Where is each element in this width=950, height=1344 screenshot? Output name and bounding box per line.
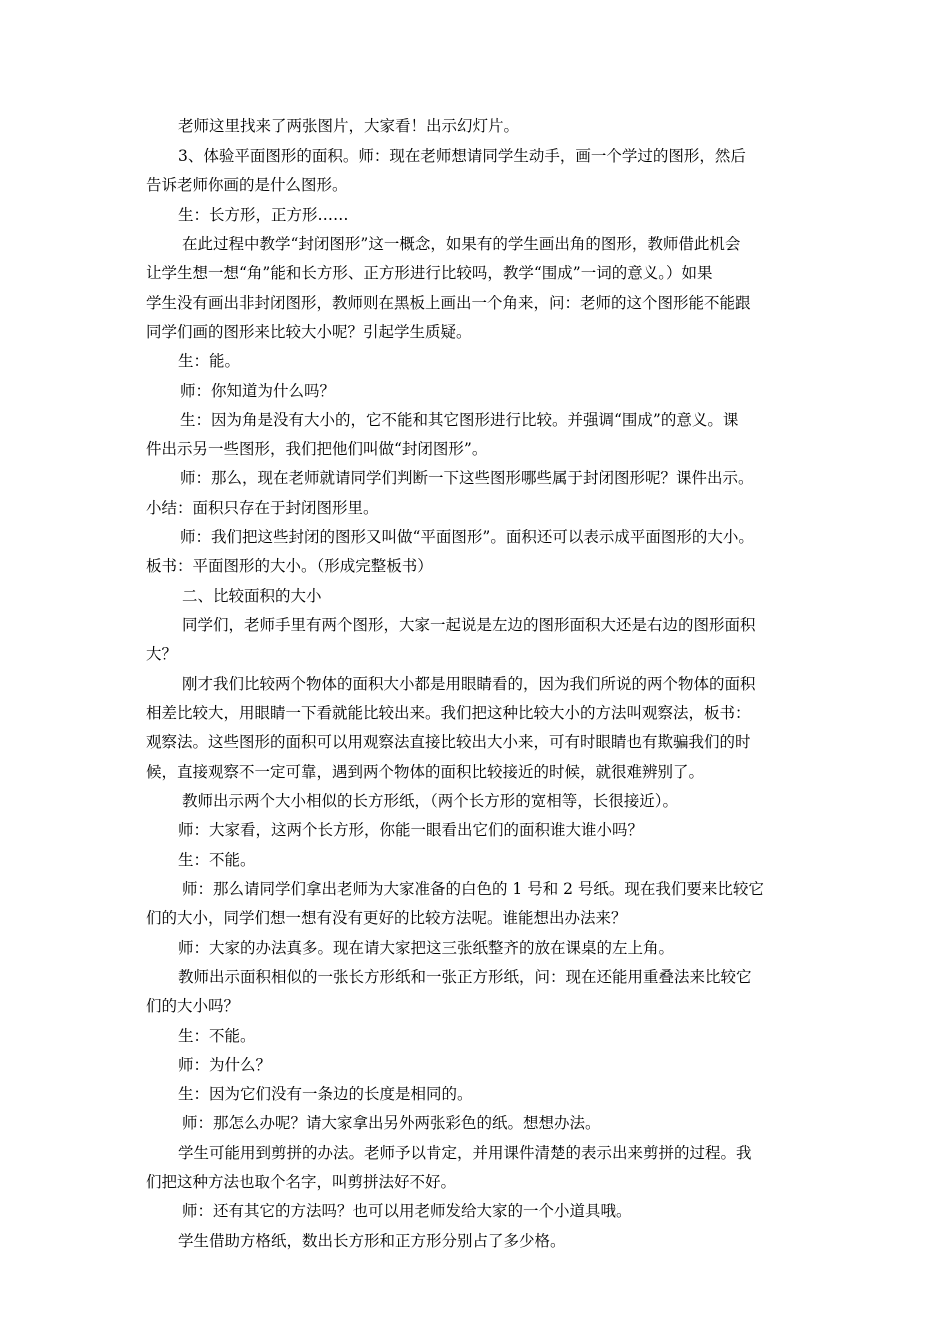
text-line: 们的大小吗？ [146,997,240,1015]
text-line: 学生没有画出非封闭图形，教师则在黑板上画出一个角来，问：老师的这个图形能不能跟 [146,294,751,312]
text-line: 大？ [146,645,178,663]
text-line: 师：那么，现在老师就请同学们判断一下这些图形哪些属于封闭图形呢？课件出示。 [180,469,754,487]
text-line: 学生可能用到剪拼的办法。老师予以肯定，并用课件清楚的表示出来剪拼的过程。我 [178,1144,752,1162]
text-line: 师：那怎么办呢？请大家拿出另外两张彩色的纸。想想办法。 [182,1114,601,1132]
section-heading: 二、比较面积的大小 [182,587,322,605]
text-line: 生：不能。 [178,1027,256,1045]
text-line: 学生借助方格纸，数出长方形和正方形分别占了多少格。 [178,1232,566,1250]
text-line: 师：还有其它的方法吗？也可以用老师发给大家的一个小道具哦。 [182,1202,632,1220]
text-line: 生：因为它们没有一条边的长度是相同的。 [178,1085,473,1103]
text-line: 师：为什么？ [178,1056,272,1074]
text-line: 生：长方形，正方形…… [178,206,349,224]
text-line: 3、体验平面图形的面积。师：现在老师想请同学生动手，画一个学过的图形，然后 [178,147,746,165]
text-line: 告诉老师你画的是什么图形。 [146,176,348,194]
text-line: 师：你知道为什么吗？ [180,382,336,400]
text-line: 刚才我们比较两个物体的面积大小都是用眼睛看的，因为我们所说的两个物体的面积 [182,675,756,693]
text-line: 生：因为角是没有大小的，它不能和其它图形进行比较。并强调“围成”的意义。课 [180,411,739,429]
text-line: 生：不能。 [178,851,256,869]
text-line: 相差比较大，用眼睛一下看就能比较出来。我们把这种比较大小的方法叫观察法，板书： [146,704,751,722]
text-line: 同学们画的图形来比较大小呢？引起学生质疑。 [146,323,472,341]
text-line: 们把这种方法也取个名字，叫剪拼法好不好。 [146,1173,457,1191]
text-line: 件出示另一些图形，我们把他们叫做“封闭图形”。 [146,440,488,458]
text-line: 老师这里找来了两张图片，大家看！出示幻灯片。 [178,117,520,135]
text-line: 师：大家看，这两个长方形，你能一眼看出它们的面积谁大谁小吗？ [178,821,644,839]
text-line: 让学生想一想“角”能和长方形、正方形进行比较吗，教学“围成”一词的意义。）如果 [146,264,713,282]
text-line: 教师出示面积相似的一张长方形纸和一张正方形纸，问：现在还能用重叠法来比较它 [178,968,752,986]
text-line: 在此过程中教学“封闭图形”这一概念，如果有的学生画出角的图形，教师借此机会 [182,235,741,253]
text-line: 观察法。这些图形的面积可以用观察法直接比较出大小来，可有时眼睛也有欺骗我们的时 [146,733,751,751]
text-line: 师：我们把这些封闭的图形又叫做“平面图形”。面积还可以表示成平面图形的大小。 [180,528,754,546]
text-line: 师：那么请同学们拿出老师为大家准备的白色的 1 号和 2 号纸。现在我们要来比较它 [182,880,764,898]
text-line: 小结：面积只存在于封闭图形里。 [146,499,379,517]
text-line: 板书：平面图形的大小。（形成完整板书） [146,557,433,575]
text-line: 教师出示两个大小相似的长方形纸，（两个长方形的宽相等，长很接近）。 [182,792,679,810]
text-line: 候，直接观察不一定可靠，遇到两个物体的面积比较接近的时候，就很难辨别了。 [146,763,705,781]
text-line: 师：大家的办法真多。现在请大家把这三张纸整齐的放在课桌的左上角。 [178,939,675,957]
text-line: 同学们，老师手里有两个图形，大家一起说是左边的图形面积大还是右边的图形面积 [182,616,756,634]
text-line: 们的大小，同学们想一想有没有更好的比较方法呢。谁能想出办法来？ [146,909,627,927]
text-line: 生：能。 [178,352,241,370]
